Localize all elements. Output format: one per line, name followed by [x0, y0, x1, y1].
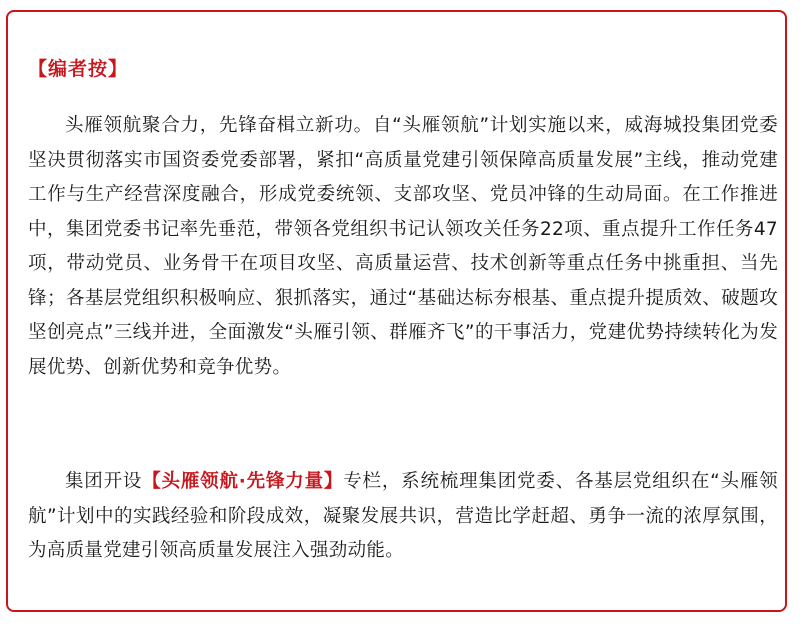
editor-note-paragraph-2	[28, 465, 778, 569]
paragraph-2-body: 专栏，系统梳理集团党委、各基层党组织在“头雁领航”计划中的实践经验和阶段成效，凝聚发展共识，营造比学赶超、勇争一流的浓厚氛围，为高质量党建引领高质量发展注入强劲动能。	[28, 471, 778, 561]
editor-note-heading: 【编者按】	[28, 58, 129, 80]
paragraph-2-intro: 集团开设	[65, 471, 143, 492]
column-name-highlight: 【头雁领航·先锋力量】	[142, 471, 344, 492]
editor-note-paragraph-1: 头雁领航聚合力，先锋奋楫立新功。自“头雁领航”计划实施以来，威海城投集团党委坚决贯彻落实市国资委党委部署，紧扣“高质量党建引领保障高质量发展”主线，推动党建工作与生产经营深度融合，形成党委统领、支部攻坚、党员冲锋的生动局面。在工作推进中，集团党委书记率先垂范，带领各党组织书记认领攻关任务22项、重点提升工作任务47项，带动党员、业务骨干在项目攻坚、高质量运营、技术创新等重点任务中挑重担、当先锋；各基层党组织积极响应、狠抓落实，通过“基础达标夯根基、重点提升提质效、破题攻坚创亮点”三线并进，全面激发“头雁引领、群雁齐飞”的干事活力，党建优势持续转化为发展优势、创新优势和竞争优势。	[28, 115, 778, 378]
